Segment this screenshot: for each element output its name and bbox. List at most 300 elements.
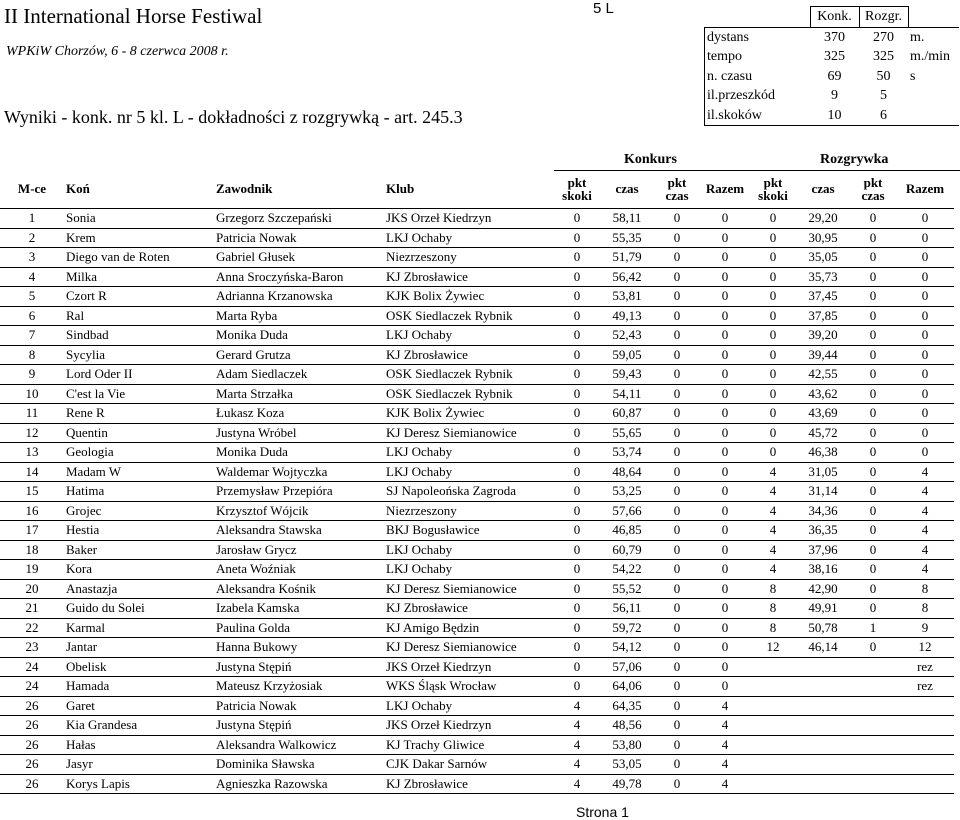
cell-rozgr-pkt-czas: 0 xyxy=(850,540,896,560)
cell-miejsce: 16 xyxy=(0,501,64,521)
cell-klub: LKJ Ochaby xyxy=(384,560,554,580)
cell-rozgr-pkt-czas xyxy=(850,755,896,775)
cell-konk-razem: 0 xyxy=(700,384,750,404)
table-row xyxy=(0,482,954,502)
table-row xyxy=(0,774,954,794)
cell-rozgr-pkt-skoki: 4 xyxy=(750,501,796,521)
cell-zawodnik: Paulina Golda xyxy=(214,618,384,638)
cell-rozgr-razem xyxy=(896,696,954,716)
cell-miejsce: 10 xyxy=(0,384,64,404)
cell-konk-czas: 49,13 xyxy=(600,306,654,326)
results-title: Wyniki - konk. nr 5 kl. L - dokładności z rozgrywką - art. 245.3 xyxy=(4,107,463,127)
cell-rozgr-pkt-czas: 0 xyxy=(850,579,896,599)
cell-miejsce: 26 xyxy=(0,755,64,775)
table-row xyxy=(0,228,954,248)
cell-miejsce: 26 xyxy=(0,735,64,755)
cell-konk-razem: 0 xyxy=(700,404,750,424)
cell-kon: C'est la Vie xyxy=(64,384,214,404)
cell-rozgr-pkt-czas: 0 xyxy=(850,521,896,541)
cell-konk-pkt-czas: 0 xyxy=(654,287,700,307)
info-row xyxy=(705,27,959,47)
cell-zawodnik: Gerard Grutza xyxy=(214,345,384,365)
cell-klub: KJ Amigo Będzin xyxy=(384,618,554,638)
cell-kon: Kora xyxy=(64,560,214,580)
cell-klub: WKS Śląsk Wrocław xyxy=(384,677,554,697)
info-unit xyxy=(908,86,959,106)
cell-miejsce: 13 xyxy=(0,443,64,463)
cell-kon: Garet xyxy=(64,696,214,716)
cell-rozgr-czas xyxy=(796,716,850,736)
cell-rozgr-czas: 50,78 xyxy=(796,618,850,638)
col-rozgr-pkt-czas: pkt czas xyxy=(861,175,885,203)
info-row xyxy=(705,67,959,87)
cell-kon: Krem xyxy=(64,228,214,248)
cell-konk-pkt-skoki: 0 xyxy=(554,677,600,697)
cell-miejsce: 3 xyxy=(0,248,64,268)
cell-konk-pkt-skoki: 0 xyxy=(554,287,600,307)
group-header-konkurs: Konkurs xyxy=(624,152,677,167)
cell-konk-pkt-czas: 0 xyxy=(654,482,700,502)
table-row xyxy=(0,384,954,404)
cell-konk-pkt-czas: 0 xyxy=(654,755,700,775)
cell-konk-razem: 0 xyxy=(700,267,750,287)
cell-konk-pkt-skoki: 0 xyxy=(554,657,600,677)
cell-miejsce: 18 xyxy=(0,540,64,560)
cell-rozgr-razem: 0 xyxy=(896,423,954,443)
col-rozgr-razem: Razem xyxy=(905,181,945,196)
cell-rozgr-pkt-skoki xyxy=(750,677,796,697)
cell-kon: Hamada xyxy=(64,677,214,697)
cell-rozgr-pkt-czas: 0 xyxy=(850,462,896,482)
cell-konk-razem: 0 xyxy=(700,482,750,502)
cell-rozgr-czas: 30,95 xyxy=(796,228,850,248)
cell-kon: Hestia xyxy=(64,521,214,541)
cell-konk-razem: 0 xyxy=(700,365,750,385)
info-label: il.skoków xyxy=(705,106,811,126)
cell-rozgr-pkt-czas xyxy=(850,735,896,755)
info-rozgr: 6 xyxy=(859,106,908,126)
col-konk-razem: Razem xyxy=(705,181,745,196)
col-konk-czas: czas xyxy=(615,181,639,196)
cell-rozgr-pkt-skoki: 0 xyxy=(750,228,796,248)
cell-miejsce: 5 xyxy=(0,287,64,307)
cell-rozgr-razem xyxy=(896,735,954,755)
cell-rozgr-pkt-skoki xyxy=(750,657,796,677)
cell-miejsce: 20 xyxy=(0,579,64,599)
cell-kon: Milka xyxy=(64,267,214,287)
cell-kon: Madam W xyxy=(64,462,214,482)
table-row xyxy=(0,248,954,268)
info-unit: m. xyxy=(908,27,959,47)
cell-klub: KJ Zbrosławice xyxy=(384,267,554,287)
cell-klub: KJ Zbrosławice xyxy=(384,599,554,619)
cell-konk-pkt-skoki: 4 xyxy=(554,716,600,736)
group-header-rozgrywka: Rozgrywka xyxy=(820,152,889,167)
table-row xyxy=(0,345,954,365)
cell-miejsce: 7 xyxy=(0,326,64,346)
cell-konk-razem: 4 xyxy=(700,755,750,775)
course-info-table xyxy=(704,6,959,126)
cell-rozgr-razem: rez xyxy=(896,657,954,677)
cell-rozgr-pkt-skoki: 8 xyxy=(750,579,796,599)
cell-konk-pkt-skoki: 4 xyxy=(554,696,600,716)
cell-zawodnik: Krzysztof Wójcik xyxy=(214,501,384,521)
cell-klub: LKJ Ochaby xyxy=(384,696,554,716)
cell-rozgr-pkt-czas: 0 xyxy=(850,345,896,365)
cell-klub: JKS Orzeł Kiedrzyn xyxy=(384,209,554,229)
cell-konk-pkt-skoki: 0 xyxy=(554,404,600,424)
cell-konk-razem: 0 xyxy=(700,462,750,482)
cell-klub: Niezrzeszony xyxy=(384,501,554,521)
info-unit: m./min xyxy=(910,49,951,64)
cell-rozgr-czas: 37,85 xyxy=(796,306,850,326)
cell-konk-pkt-czas: 0 xyxy=(654,657,700,677)
cell-zawodnik: Dominika Sławska xyxy=(214,755,384,775)
table-row xyxy=(0,599,954,619)
cell-klub: BKJ Bogusławice xyxy=(384,521,554,541)
cell-rozgr-czas xyxy=(796,677,850,697)
table-row xyxy=(0,443,954,463)
cell-konk-pkt-czas: 0 xyxy=(654,599,700,619)
cell-konk-pkt-czas: 0 xyxy=(654,501,700,521)
cell-konk-czas: 51,79 xyxy=(600,248,654,268)
cell-rozgr-pkt-czas: 0 xyxy=(850,287,896,307)
cell-rozgr-razem: 4 xyxy=(896,462,954,482)
page-title: II International Horse Festiwal xyxy=(4,4,263,28)
cell-zawodnik: Grzegorz Szczepański xyxy=(214,209,384,229)
cell-konk-czas: 55,52 xyxy=(600,579,654,599)
cell-zawodnik: Marta Ryba xyxy=(214,306,384,326)
cell-rozgr-razem: 0 xyxy=(896,228,954,248)
cell-kon: Sycylia xyxy=(64,345,214,365)
cell-rozgr-razem: 4 xyxy=(896,482,954,502)
cell-konk-pkt-czas: 0 xyxy=(654,462,700,482)
cell-rozgr-czas xyxy=(796,755,850,775)
cell-miejsce: 12 xyxy=(0,423,64,443)
cell-rozgr-czas: 46,38 xyxy=(796,443,850,463)
cell-konk-pkt-skoki: 0 xyxy=(554,560,600,580)
cell-rozgr-pkt-skoki: 0 xyxy=(750,287,796,307)
cell-konk-czas: 53,05 xyxy=(600,755,654,775)
cell-klub: KJ Deresz Siemianowice xyxy=(384,423,554,443)
cell-konk-czas: 64,06 xyxy=(600,677,654,697)
cell-konk-czas: 55,65 xyxy=(600,423,654,443)
cell-rozgr-pkt-skoki xyxy=(750,716,796,736)
cell-konk-czas: 57,06 xyxy=(600,657,654,677)
cell-kon: Jantar xyxy=(64,638,214,658)
cell-konk-pkt-skoki: 0 xyxy=(554,618,600,638)
cell-miejsce: 21 xyxy=(0,599,64,619)
cell-rozgr-pkt-skoki: 8 xyxy=(750,618,796,638)
cell-konk-razem: 0 xyxy=(700,560,750,580)
cell-konk-pkt-skoki: 0 xyxy=(554,248,600,268)
table-row xyxy=(0,326,954,346)
cell-klub: LKJ Ochaby xyxy=(384,462,554,482)
cell-rozgr-razem: 0 xyxy=(896,443,954,463)
cell-konk-pkt-skoki: 0 xyxy=(554,209,600,229)
info-konk: 10 xyxy=(810,106,859,126)
col-zawodnik: Zawodnik xyxy=(216,181,273,196)
cell-rozgr-pkt-skoki: 4 xyxy=(750,482,796,502)
cell-konk-pkt-czas: 0 xyxy=(654,306,700,326)
info-label: tempo xyxy=(705,47,811,67)
cell-konk-pkt-czas: 0 xyxy=(654,521,700,541)
cell-klub: KJK Bolix Żywiec xyxy=(384,404,554,424)
cell-konk-razem: 0 xyxy=(700,423,750,443)
cell-rozgr-pkt-czas: 0 xyxy=(850,599,896,619)
cell-kon: Lord Oder II xyxy=(64,365,214,385)
cell-rozgr-pkt-czas: 0 xyxy=(850,638,896,658)
cell-rozgr-pkt-czas xyxy=(850,774,896,794)
cell-zawodnik: Justyna Stępiń xyxy=(214,716,384,736)
class-label: 5 L xyxy=(593,0,614,17)
cell-rozgr-razem: 4 xyxy=(896,560,954,580)
cell-rozgr-razem: 0 xyxy=(896,209,954,229)
cell-rozgr-razem: 0 xyxy=(896,384,954,404)
cell-rozgr-razem: rez xyxy=(896,677,954,697)
cell-miejsce: 1 xyxy=(0,209,64,229)
cell-zawodnik: Adrianna Krzanowska xyxy=(214,287,384,307)
cell-klub: KJ Deresz Siemianowice xyxy=(384,579,554,599)
cell-konk-razem: 0 xyxy=(700,209,750,229)
cell-klub: OSK Siedlaczek Rybnik xyxy=(384,384,554,404)
cell-rozgr-pkt-skoki: 0 xyxy=(750,384,796,404)
cell-konk-pkt-skoki: 0 xyxy=(554,501,600,521)
cell-konk-czas: 53,81 xyxy=(600,287,654,307)
cell-kon: Baker xyxy=(64,540,214,560)
cell-rozgr-pkt-czas: 0 xyxy=(850,384,896,404)
cell-miejsce: 11 xyxy=(0,404,64,424)
cell-rozgr-czas: 34,36 xyxy=(796,501,850,521)
cell-rozgr-pkt-czas: 0 xyxy=(850,267,896,287)
cell-zawodnik: Marta Strzałka xyxy=(214,384,384,404)
cell-zawodnik: Aneta Woźniak xyxy=(214,560,384,580)
cell-miejsce: 14 xyxy=(0,462,64,482)
cell-konk-razem: 0 xyxy=(700,638,750,658)
table-row xyxy=(0,462,954,482)
cell-konk-pkt-czas: 0 xyxy=(654,696,700,716)
cell-rozgr-pkt-skoki: 0 xyxy=(750,443,796,463)
cell-rozgr-czas: 31,14 xyxy=(796,482,850,502)
cell-konk-czas: 58,11 xyxy=(600,209,654,229)
cell-zawodnik: Justyna Wróbel xyxy=(214,423,384,443)
cell-miejsce: 8 xyxy=(0,345,64,365)
cell-rozgr-razem: 4 xyxy=(896,540,954,560)
cell-rozgr-razem: 0 xyxy=(896,248,954,268)
cell-zawodnik: Adam Siedlaczek xyxy=(214,365,384,385)
info-rozgr: 5 xyxy=(880,88,887,103)
cell-miejsce: 26 xyxy=(0,716,64,736)
cell-kon: Hałas xyxy=(64,735,214,755)
cell-rozgr-pkt-czas: 0 xyxy=(850,209,896,229)
cell-rozgr-czas: 43,62 xyxy=(796,384,850,404)
col-konk-pkt-skoki: pkt skoki xyxy=(562,175,592,203)
cell-miejsce: 15 xyxy=(0,482,64,502)
cell-rozgr-czas: 37,45 xyxy=(796,287,850,307)
cell-zawodnik: Przemysław Przepióra xyxy=(214,482,384,502)
cell-rozgr-czas xyxy=(796,735,850,755)
cell-zawodnik: Justyna Stępiń xyxy=(214,657,384,677)
cell-konk-pkt-skoki: 0 xyxy=(554,326,600,346)
cell-klub: JKS Orzeł Kiedrzyn xyxy=(384,657,554,677)
cell-rozgr-pkt-czas: 0 xyxy=(850,365,896,385)
event-subtitle: WPKiW Chorzów, 6 - 8 czerwca 2008 r. xyxy=(6,44,229,59)
results-table xyxy=(0,170,954,794)
cell-konk-pkt-czas: 0 xyxy=(654,228,700,248)
cell-rozgr-pkt-czas: 0 xyxy=(850,248,896,268)
table-row xyxy=(0,501,954,521)
cell-kon: Quentin xyxy=(64,423,214,443)
info-row xyxy=(705,86,959,106)
cell-konk-pkt-skoki: 0 xyxy=(554,228,600,248)
cell-konk-pkt-skoki: 0 xyxy=(554,579,600,599)
cell-rozgr-pkt-skoki: 0 xyxy=(750,248,796,268)
cell-kon: Jasyr xyxy=(64,755,214,775)
cell-konk-razem: 4 xyxy=(700,696,750,716)
info-konk: 370 xyxy=(810,27,859,47)
cell-konk-czas: 52,43 xyxy=(600,326,654,346)
cell-konk-razem: 0 xyxy=(700,443,750,463)
cell-rozgr-czas: 49,91 xyxy=(796,599,850,619)
col-rozgr-czas: czas xyxy=(811,181,835,196)
cell-konk-czas: 54,11 xyxy=(600,384,654,404)
cell-konk-razem: 0 xyxy=(700,677,750,697)
cell-rozgr-czas: 36,35 xyxy=(796,521,850,541)
info-col-konk: Konk. xyxy=(810,7,859,28)
cell-konk-razem: 4 xyxy=(700,716,750,736)
cell-zawodnik: Monika Duda xyxy=(214,443,384,463)
cell-rozgr-pkt-skoki: 4 xyxy=(750,540,796,560)
cell-konk-pkt-czas: 0 xyxy=(654,579,700,599)
cell-konk-pkt-skoki: 0 xyxy=(554,365,600,385)
table-row xyxy=(0,696,954,716)
cell-kon: Rene R xyxy=(64,404,214,424)
cell-miejsce: 24 xyxy=(0,677,64,697)
info-unit: s xyxy=(910,68,916,84)
cell-konk-razem: 0 xyxy=(700,599,750,619)
cell-konk-czas: 56,11 xyxy=(600,599,654,619)
cell-kon: Diego van de Roten xyxy=(64,248,214,268)
cell-konk-pkt-czas: 0 xyxy=(654,423,700,443)
cell-zawodnik: Aleksandra Walkowicz xyxy=(214,735,384,755)
cell-klub: Niezrzeszony xyxy=(384,248,554,268)
cell-rozgr-pkt-skoki: 8 xyxy=(750,599,796,619)
cell-rozgr-razem xyxy=(896,716,954,736)
cell-rozgr-czas: 37,96 xyxy=(796,540,850,560)
cell-rozgr-pkt-czas: 0 xyxy=(850,228,896,248)
cell-rozgr-pkt-czas xyxy=(850,657,896,677)
cell-konk-razem: 0 xyxy=(700,326,750,346)
cell-miejsce: 9 xyxy=(0,365,64,385)
cell-rozgr-pkt-skoki: 0 xyxy=(750,326,796,346)
cell-rozgr-pkt-czas: 0 xyxy=(850,423,896,443)
table-row xyxy=(0,267,954,287)
cell-konk-razem: 0 xyxy=(700,540,750,560)
cell-rozgr-pkt-czas xyxy=(850,677,896,697)
cell-konk-czas: 60,79 xyxy=(600,540,654,560)
cell-konk-razem: 0 xyxy=(700,657,750,677)
table-row xyxy=(0,365,954,385)
cell-konk-pkt-czas: 0 xyxy=(654,267,700,287)
info-konk: 69 xyxy=(827,68,842,84)
col-miejsce: M-ce xyxy=(17,181,47,196)
cell-rozgr-czas: 39,44 xyxy=(796,345,850,365)
cell-konk-czas: 53,74 xyxy=(600,443,654,463)
col-konk-pkt-czas: pkt czas xyxy=(665,175,689,203)
cell-klub: KJ Zbrosławice xyxy=(384,345,554,365)
cell-kon: Karmal xyxy=(64,618,214,638)
cell-konk-pkt-skoki: 4 xyxy=(554,735,600,755)
cell-konk-czas: 53,25 xyxy=(600,482,654,502)
cell-miejsce: 24 xyxy=(0,657,64,677)
cell-rozgr-czas: 46,14 xyxy=(796,638,850,658)
cell-konk-pkt-czas: 0 xyxy=(654,638,700,658)
cell-konk-pkt-czas: 0 xyxy=(654,248,700,268)
cell-kon: Hatima xyxy=(64,482,214,502)
cell-konk-czas: 49,78 xyxy=(600,774,654,794)
cell-zawodnik: Aleksandra Kośnik xyxy=(214,579,384,599)
cell-kon: Korys Lapis xyxy=(64,774,214,794)
cell-rozgr-pkt-skoki xyxy=(750,774,796,794)
cell-rozgr-pkt-skoki: 0 xyxy=(750,423,796,443)
cell-rozgr-razem: 8 xyxy=(896,579,954,599)
cell-zawodnik: Aleksandra Stawska xyxy=(214,521,384,541)
col-kon: Koń xyxy=(66,181,90,196)
cell-konk-czas: 53,80 xyxy=(600,735,654,755)
col-klub: Klub xyxy=(386,181,415,196)
cell-konk-pkt-skoki: 0 xyxy=(554,443,600,463)
table-row xyxy=(0,540,954,560)
info-label: n. czasu xyxy=(705,67,811,87)
table-row xyxy=(0,287,954,307)
cell-rozgr-pkt-czas: 0 xyxy=(850,482,896,502)
cell-rozgr-razem: 4 xyxy=(896,501,954,521)
cell-rozgr-pkt-czas: 0 xyxy=(850,306,896,326)
cell-konk-razem: 0 xyxy=(700,501,750,521)
cell-miejsce: 23 xyxy=(0,638,64,658)
cell-rozgr-pkt-skoki: 4 xyxy=(750,560,796,580)
cell-klub: JKS Orzeł Kiedrzyn xyxy=(384,716,554,736)
table-row xyxy=(0,521,954,541)
cell-konk-pkt-czas: 0 xyxy=(654,774,700,794)
info-label: il.przeszkód xyxy=(705,86,811,106)
cell-rozgr-czas: 45,72 xyxy=(796,423,850,443)
cell-zawodnik: Mateusz Krzyżosiak xyxy=(214,677,384,697)
info-row xyxy=(705,106,959,126)
cell-rozgr-razem: 9 xyxy=(896,618,954,638)
cell-rozgr-razem: 0 xyxy=(896,287,954,307)
cell-kon: Sonia xyxy=(64,209,214,229)
cell-rozgr-razem: 0 xyxy=(896,404,954,424)
cell-kon: Guido du Solei xyxy=(64,599,214,619)
cell-zawodnik: Gabriel Głusek xyxy=(214,248,384,268)
table-row xyxy=(0,579,954,599)
cell-rozgr-pkt-czas: 0 xyxy=(850,443,896,463)
cell-konk-pkt-skoki: 0 xyxy=(554,638,600,658)
cell-rozgr-pkt-skoki: 0 xyxy=(750,404,796,424)
cell-konk-pkt-skoki: 0 xyxy=(554,482,600,502)
cell-rozgr-razem: 8 xyxy=(896,599,954,619)
cell-miejsce: 26 xyxy=(0,774,64,794)
cell-rozgr-razem: 0 xyxy=(896,345,954,365)
cell-rozgr-razem: 0 xyxy=(896,365,954,385)
cell-konk-pkt-czas: 0 xyxy=(654,735,700,755)
cell-klub: LKJ Ochaby xyxy=(384,228,554,248)
cell-rozgr-pkt-skoki xyxy=(750,735,796,755)
cell-konk-razem: 4 xyxy=(700,774,750,794)
cell-rozgr-pkt-skoki: 0 xyxy=(750,306,796,326)
cell-rozgr-pkt-czas xyxy=(850,716,896,736)
